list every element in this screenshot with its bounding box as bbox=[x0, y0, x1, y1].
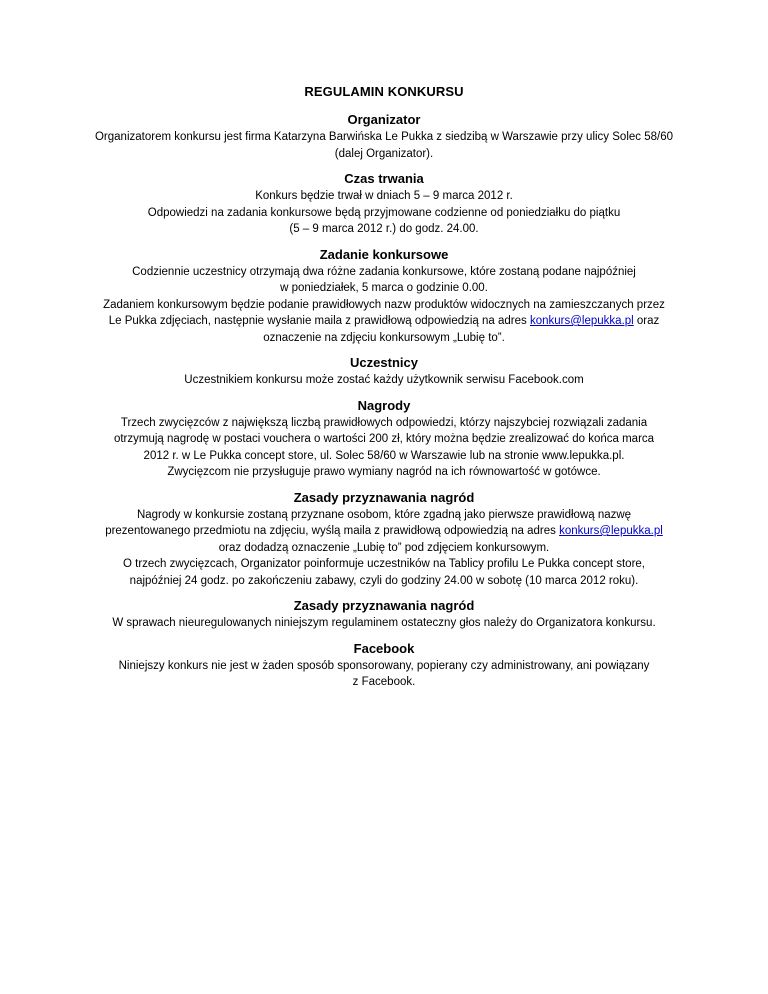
text-line: Uczestnikiem konkursu może zostać każdy użytkownik serwisu Facebook.com bbox=[184, 374, 584, 386]
text-fragment: prezentowanego przedmiotu na zdjęciu, wyślą maila z prawidłową odpowiedzią na adres bbox=[105, 525, 560, 537]
section-heading: Facebook bbox=[353, 640, 415, 656]
text-line: oznaczenie na zdjęciu konkursowym „Lubię to”. bbox=[263, 331, 505, 344]
section-uczestnicy bbox=[60, 355, 708, 389]
document bbox=[60, 84, 708, 700]
section-heading: Uczestnicy bbox=[350, 355, 418, 370]
section-body bbox=[60, 264, 708, 347]
section-body bbox=[60, 415, 708, 481]
text-line: otrzymują nagrodę w postaci vouchera o wartości 200 zł, który można będzie zrealizować do końca marca bbox=[113, 433, 655, 445]
text-line: W sprawach nieuregulowanych niniejszym regulaminem ostateczny głos należy do Organizatora konkursu. bbox=[112, 617, 656, 629]
section-czas-trwania bbox=[60, 171, 708, 238]
section-organizator bbox=[60, 112, 708, 162]
text-line: Nagrody w konkursie zostaną przyznane osobom, które zgadną jako pierwsze prawidłową nazwę bbox=[136, 508, 632, 521]
section-body bbox=[60, 507, 708, 590]
document-title: REGULAMIN KONKURSU bbox=[304, 84, 464, 99]
text-line: 2012 r. w Le Pukka concept store, ul. Solec 58/60 w Warszawie lub na stronie www.lepukka.pl. bbox=[143, 449, 625, 462]
text-line: Trzech zwycięzców z największą liczbą prawidłowych odpowiedzi, którzy najszybciej rozwiązali zadania bbox=[120, 416, 648, 429]
section-body bbox=[60, 615, 708, 632]
text-line: Konkurs będzie trwał w dniach 5 – 9 marca 2012 r. bbox=[255, 190, 513, 202]
text-line: Zwycięzcom nie przysługuje prawo wymiany nagród na ich równowartość w gotówce. bbox=[167, 466, 601, 478]
section-zasady-przyznawania-nagrod bbox=[60, 490, 708, 590]
email-link[interactable]: konkurs@lepukka.pl bbox=[559, 525, 663, 537]
section-heading: Czas trwania bbox=[344, 171, 424, 186]
section-heading: Zasady przyznawania nagród bbox=[293, 598, 475, 613]
section-body bbox=[60, 129, 708, 162]
section-body bbox=[60, 658, 708, 691]
text-line: Odpowiedzi na zadania konkursowe będą przyjmowane codzienne od poniedziałku do piątku bbox=[147, 206, 621, 219]
text-line: Codziennie uczestnicy otrzymają dwa różne zadania konkursowe, które zostaną podane najpóźniej bbox=[132, 265, 636, 278]
text-line-with-email bbox=[60, 313, 708, 330]
section-heading: Zasady przyznawania nagród bbox=[293, 489, 475, 505]
section-heading: Nagrody bbox=[357, 397, 411, 413]
text-line-with-email bbox=[60, 523, 708, 540]
text-line: (dalej Organizator). bbox=[334, 147, 434, 160]
text-fragment: oraz bbox=[633, 315, 660, 327]
text-line: w poniedziałek, 5 marca o godzinie 0.00. bbox=[280, 282, 488, 294]
text-line: z Facebook. bbox=[352, 676, 416, 688]
text-line: (5 – 9 marca 2012 r.) do godz. 24.00. bbox=[289, 223, 479, 235]
text-line: najpóźniej 24 godz. po zakończeniu zabawy, czyli do godziny 24.00 w sobotę (10 marca 2012 roku). bbox=[129, 574, 639, 587]
text-line: Zadaniem konkursowym będzie podanie prawidłowych nazw produktów widocznych na zamieszczanych przez bbox=[103, 298, 665, 311]
text-line: Organizatorem konkursu jest firma Katarzyna Barwińska Le Pukka z siedzibą w Warszawie przy ulicy Solec 58/60 bbox=[94, 131, 673, 143]
section-facebook bbox=[60, 641, 708, 691]
text-line: Niniejszy konkurs nie jest w żaden sposób sponsorowany, popierany czy administrowany, ani powiązany bbox=[118, 659, 650, 672]
text-line: O trzech zwycięzcach, Organizator poinformuje uczestników na Tablicy profilu Le Pukka concept store, bbox=[122, 558, 645, 570]
section-zadanie-konkursowe bbox=[60, 247, 708, 347]
section-body bbox=[60, 188, 708, 238]
section-nagrody bbox=[60, 398, 708, 481]
section-heading: Organizator bbox=[347, 112, 421, 127]
section-heading: Zadanie konkursowe bbox=[319, 246, 449, 262]
section-zasady-przyznawania-nagrod-2 bbox=[60, 598, 708, 632]
section-body bbox=[60, 372, 708, 389]
text-fragment: Le Pukka zdjęciach, następnie wysłanie maila z prawidłową odpowiedzią na adres bbox=[108, 315, 530, 327]
email-link[interactable]: konkurs@lepukka.pl bbox=[529, 315, 634, 327]
text-line: oraz dodadzą oznaczenie „Lubię to” pod zdjęciem konkursowym. bbox=[218, 541, 550, 554]
